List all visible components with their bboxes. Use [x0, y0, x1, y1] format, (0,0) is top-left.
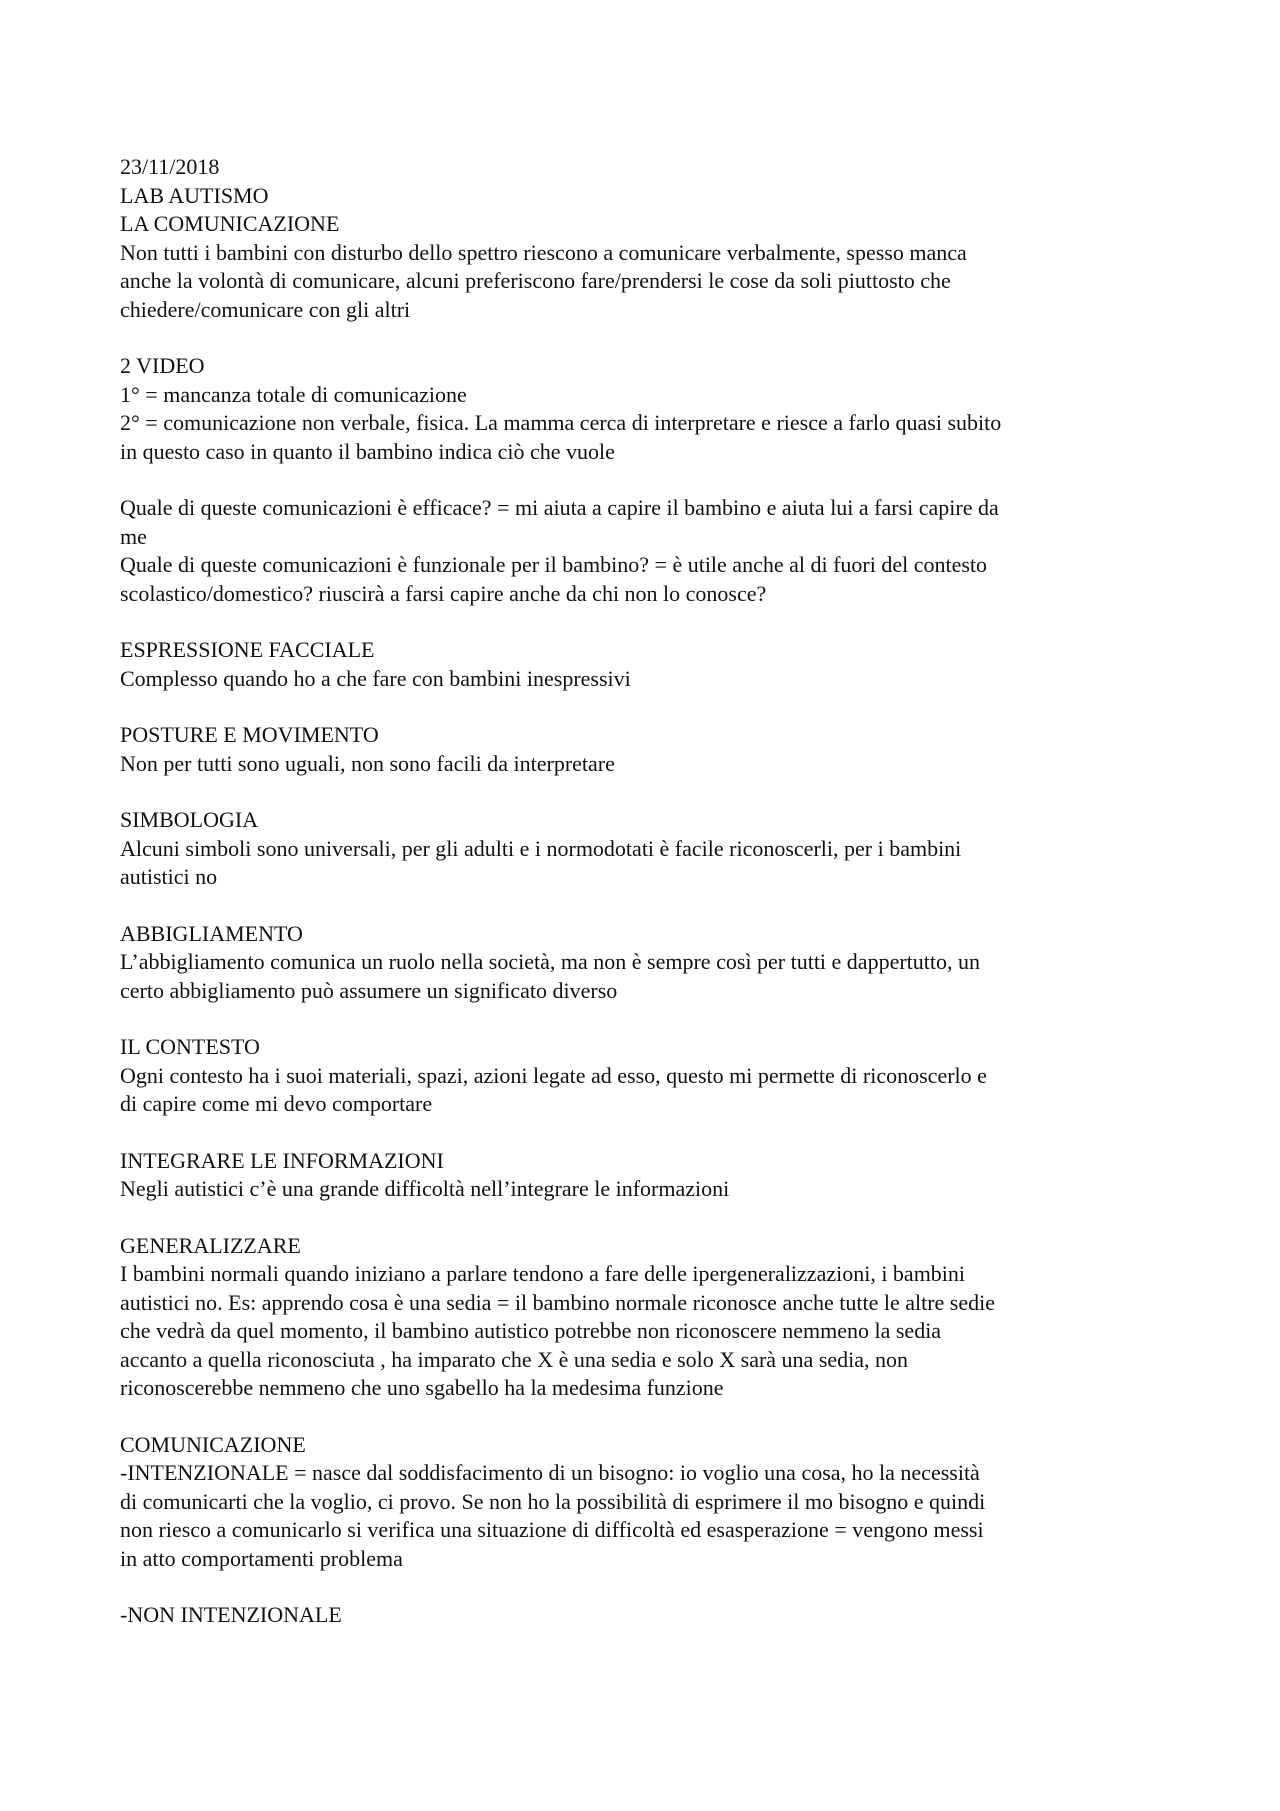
- date-line: 23/11/2018: [120, 154, 220, 179]
- section-heading-contesto: IL CONTESTO: [120, 1034, 260, 1059]
- section-heading-simbologia: SIMBOLOGIA: [120, 807, 259, 832]
- section-text: in atto comportamenti problema: [120, 1545, 403, 1571]
- section-text: di capire come mi devo comportare: [120, 1091, 433, 1116]
- section-heading-abbigliamento: ABBIGLIAMENTO: [120, 920, 303, 946]
- course-title: LAB AUTISMO: [120, 182, 269, 208]
- paragraph-gap: [120, 1119, 1168, 1147]
- section-text: riconoscerebbe nemmeno che uno sgabello ha la medesima funzione: [120, 1375, 724, 1400]
- paragraph-gap: [120, 324, 1168, 352]
- closing-line: -NON INTENZIONALE: [120, 1602, 342, 1627]
- question-line: Quale di queste comunicazioni è efficace? = mi aiuta a capire il bambino e aiuta lui a farsi capire da: [120, 495, 999, 520]
- paragraph-gap: [120, 778, 1168, 806]
- paragraph-gap: [120, 1005, 1168, 1033]
- section-heading-integrare: INTEGRARE LE INFORMAZIONI: [120, 1147, 444, 1173]
- section-text: -INTENZIONALE = nasce dal soddisfacimento di un bisogno: io voglio una cosa, ho la necessità: [120, 1460, 980, 1485]
- intro-line: anche la volontà di comunicare, alcuni preferiscono fare/prendersi le cose da soli piuttosto che: [120, 268, 951, 293]
- section-heading-generalizzare: GENERALIZZARE: [120, 1232, 301, 1258]
- intro-line: chiedere/comunicare con gli altri: [120, 296, 411, 322]
- question-line: me: [120, 523, 147, 549]
- page-title: LA COMUNICAZIONE: [120, 211, 340, 236]
- section-text: Complesso quando ho a che fare con bambini inespressivi: [120, 665, 631, 691]
- paragraph-gap: [120, 466, 1168, 494]
- section-text: di comunicarti che la voglio, ci provo. Se non ho la possibilità di esprimere il mo bisogno e quindi: [120, 1488, 986, 1514]
- paragraph-gap: [120, 693, 1168, 721]
- section-text: Non per tutti sono uguali, non sono facili da interpretare: [120, 750, 615, 776]
- section-text: che vedrà da quel momento, il bambino autistico potrebbe non riconoscere nemmeno la sedia: [120, 1318, 942, 1343]
- section-text: Ogni contesto ha i suoi materiali, spazi, azioni legate ad esso, questo mi permette di riconoscerlo e: [120, 1062, 987, 1088]
- section-text: Alcuni simboli sono universali, per gli adulti e i normodotati è facile riconoscerli, per i bambini: [120, 835, 962, 861]
- section-text: autistici no: [120, 864, 218, 889]
- section-text: L’abbigliamento comunica un ruolo nella società, ma non è sempre così per tutti e dappertutto, un: [120, 949, 980, 974]
- section-heading-espressione: ESPRESSIONE FACCIALE: [120, 637, 375, 662]
- video-line: 2° = comunicazione non verbale, fisica. La mamma cerca di interpretare e riesce a farlo quasi subito: [120, 410, 1002, 435]
- video-line: in questo caso in quanto il bambino indica ciò che vuole: [120, 438, 615, 464]
- section-text: certo abbigliamento può assumere un significato diverso: [120, 977, 618, 1003]
- paragraph-gap: [120, 1204, 1168, 1232]
- document-page: [120, 153, 1168, 1630]
- video-line: 1° = mancanza totale di comunicazione: [120, 381, 467, 407]
- section-heading-video: 2 VIDEO: [120, 353, 205, 378]
- paragraph-gap: [120, 1403, 1168, 1431]
- question-line: scolastico/domestico? riuscirà a farsi capire anche da chi non lo conosce?: [120, 580, 767, 606]
- section-heading-comunicazione: COMUNICAZIONE: [120, 1431, 306, 1457]
- paragraph-gap: [120, 892, 1168, 920]
- question-line: Quale di queste comunicazioni è funzionale per il bambino? = è utile anche al di fuori del contesto: [120, 552, 988, 577]
- section-text: I bambini normali quando iniziano a parlare tendono a fare delle ipergeneralizzazioni, i bambini: [120, 1261, 966, 1286]
- section-text: accanto a quella riconosciuta , ha imparato che X è una sedia e solo X sarà una sedia, non: [120, 1346, 909, 1372]
- section-text: Negli autistici c’è una grande difficoltà nell’integrare le informazioni: [120, 1176, 730, 1201]
- section-text: non riesco a comunicarlo si verifica una situazione di difficoltà ed esasperazione = vengono messi: [120, 1517, 984, 1542]
- section-text: autistici no. Es: apprendo cosa è una sedia = il bambino normale riconosce anche tutte le altre sedie: [120, 1289, 995, 1315]
- section-heading-posture: POSTURE E MOVIMENTO: [120, 722, 379, 747]
- paragraph-gap: [120, 1573, 1168, 1601]
- paragraph-gap: [120, 608, 1168, 636]
- intro-line: Non tutti i bambini con disturbo dello spettro riescono a comunicare verbalmente, spesso manca: [120, 239, 967, 265]
